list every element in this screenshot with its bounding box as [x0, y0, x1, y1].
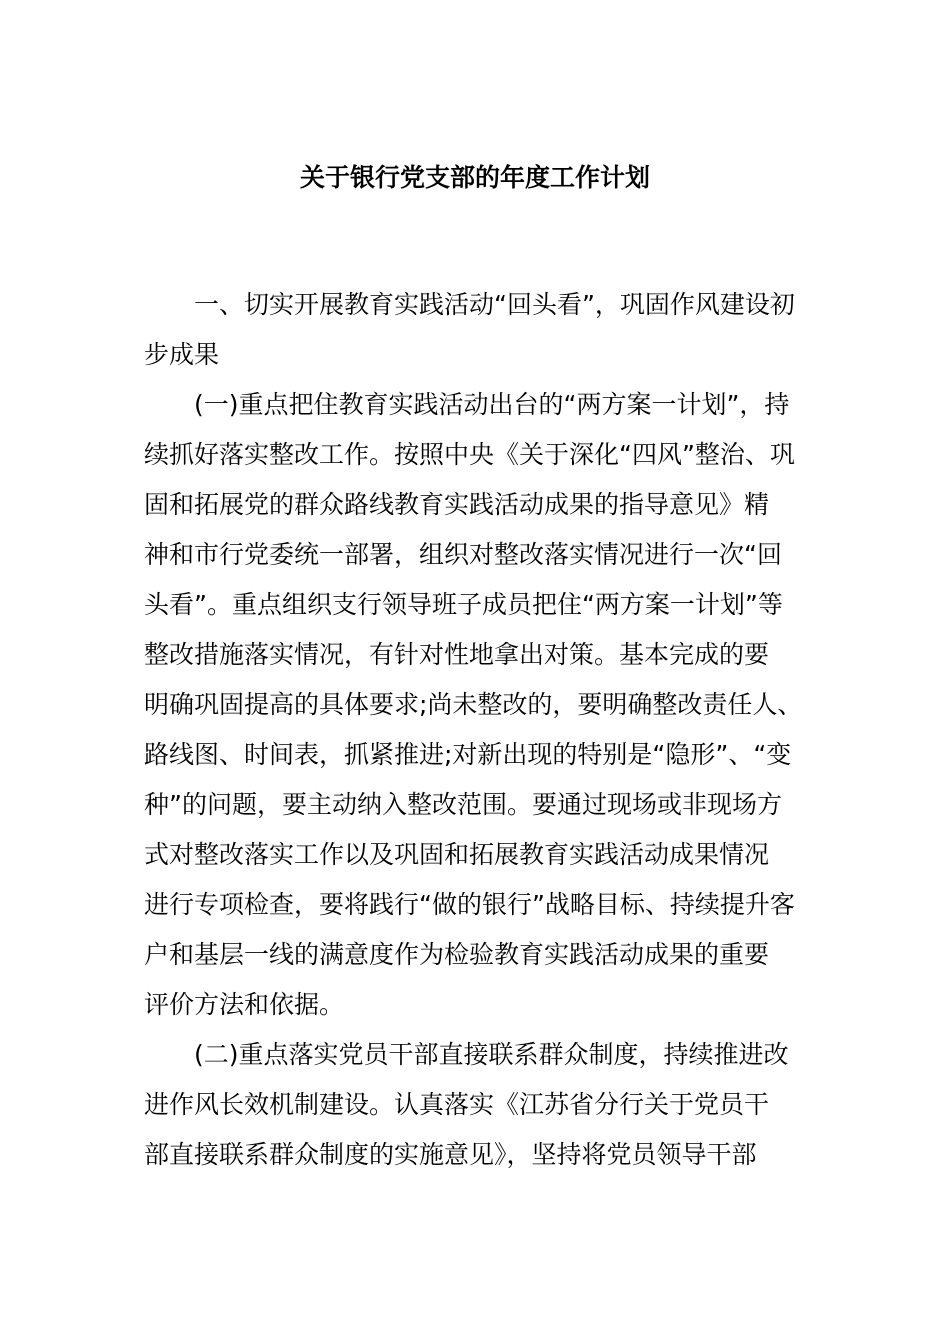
text-line: (二)重点落实党员干部直接联系群众制度，持续推进改 [194, 1040, 789, 1069]
text-line: 神和市行党委统一部署，组织对整改落实情况进行一次“回 [144, 540, 782, 569]
text-line: 进作风长效机制建设。认真落实《江苏省分行关于党员干 [144, 1090, 770, 1119]
paragraph-subsection-two [144, 1030, 808, 1180]
text-line: 式对整改落实工作以及巩固和拓展教育实践活动成果情况 [144, 840, 770, 869]
text-line: 固和拓展党的群众路线教育实践活动成果的指导意见》精 [144, 490, 770, 519]
document-body [144, 280, 808, 1180]
text-line: 头看”。重点组织支行领导班子成员把住“两方案一计划”等 [144, 590, 783, 619]
text-line: 种”的问题，要主动纳入整改范围。要通过现场或非现场方 [144, 790, 782, 819]
paragraph-subsection-one [144, 380, 808, 1030]
text-line: 续抓好落实整改工作。按照中央《关于深化“四风”整治、巩 [144, 440, 795, 469]
text-line: 进行专项检查，要将践行“做的银行”战略目标、持续提升客 [144, 890, 795, 919]
text-line: 整改措施落实情况，有针对性地拿出对策。基本完成的要 [144, 640, 770, 669]
text-line: 步成果 [144, 340, 220, 369]
text-line: 部直接联系群众制度的实施意见》，坚持将党员领导干部 [144, 1140, 757, 1169]
text-line: 一、切实开展教育实践活动“回头看”，巩固作风建设初 [194, 290, 795, 319]
text-line: 路线图、时间表，抓紧推进;对新出现的特别是“隐形”、“变 [144, 740, 792, 769]
text-line: 明确巩固提高的具体要求;尚未整改的，要明确整改责任人、 [144, 690, 803, 719]
text-line: 评价方法和依据。 [144, 990, 345, 1019]
paragraph-section-one [144, 280, 808, 380]
text-line: 户和基层一线的满意度作为检验教育实践活动成果的重要 [144, 940, 770, 969]
text-line: (一)重点把住教育实践活动出台的“两方案一计划”，持 [194, 390, 790, 419]
document-title: 关于银行党支部的年度工作计划 [299, 163, 650, 192]
